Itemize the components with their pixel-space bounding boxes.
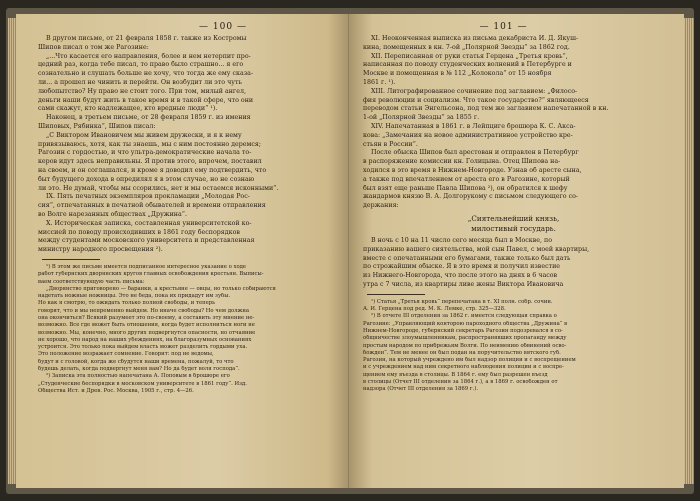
text-line: Рагозин с гордостью, и что ультра-демократические начала то-: [38, 149, 252, 157]
footnote-line: будут и с головой, когда же сбудутся наши времена, пожалуй, то что: [38, 358, 234, 365]
footnote-line: будешь делать, когда подвергнут меня вам? Но да будет воля господа“.: [38, 366, 240, 373]
text-line: „...Что касается его направления, более и нем нетерпит про-: [46, 52, 251, 60]
left-body-text: [38, 35, 338, 255]
footnote-line: работ губернских дворянских кругов главных освобождения крестьян. Выписы-: [38, 271, 264, 278]
footnote-line: простым народом по прибрежьям Волги. По неимению обвинений осво-: [363, 342, 567, 349]
text-line: Москве и помещенная в № 112 „Колокола“ от 15 ноября: [363, 70, 552, 78]
text-line: держания:: [363, 202, 399, 210]
text-line: ли... а прошел не чинить и перейти. Он возбудит ли это чуть: [38, 78, 242, 86]
footnote-line: и с учреждением над ним секретного наблюдения полиции и с воспре-: [363, 364, 564, 371]
text-line: кина, помещенных в кн. 7-ой „Полярной Звезды“ за 1862 год.: [363, 43, 570, 51]
text-line: В другом письме, от 21 февраля 1858 г. также из Костромы: [46, 35, 247, 42]
text-line: по строжайшим обыске. Я в это время и получил известие: [363, 263, 561, 271]
text-line: В ночь с 10 на 11 число сего месяца был в Москве, по: [371, 236, 552, 244]
right-page: [349, 14, 684, 488]
text-line: ходился в это время в Нижнем-Новгороде. Узнав об аресте сына,: [363, 166, 582, 174]
text-line: миссией по поводу происходивших в 1861 году беспорядков: [38, 228, 240, 236]
text-line: любопытство? Ну право не стоит того. При том, милый ангел,: [38, 87, 246, 95]
footnote-line: не хорошо, что народ на наших убеждениях, на благоразумных основаниях: [38, 336, 252, 343]
text-line: сознательно и слушать больше не хочу, что тогда же ему сказа-: [38, 70, 254, 78]
text-line: фия революции и социализм. Что такое государство?“ являющееся: [363, 96, 589, 104]
text-line: сия“, отпечатанных в печатной обывателей и времени отправления: [38, 202, 266, 210]
footnote-line: Рагозин, на который учреждено им был надзор полиции и с воспрещением: [363, 357, 576, 364]
text-line: „С Виктором Ивановичем мы живем дружески, и я к нему: [46, 131, 242, 139]
text-line: деньги наши будут жить в такое время и в такой сфере, что они: [38, 96, 254, 104]
text-line: IX. Пять печатных экземпляров прокламации „Молодая Рос-: [46, 193, 250, 201]
text-line: вместе с опечатанными его бумагами, также только был дать: [363, 254, 571, 262]
footnote-line: ²) В отчете III отделения за 1862 г. имеется следующая справка о: [371, 313, 557, 320]
text-line: После обыска Шипов был арестован и отправлен в Петербург: [371, 149, 579, 157]
footnote-line: возможно. Мы, конечно, много других подвергнутся опасности, но отчаяние: [38, 329, 256, 336]
text-line: во Волге нарезанных обществах „Дружина“.: [38, 210, 187, 218]
footnote-line: Это положение возражает сомнение. Говорит: под не ведомы,: [38, 351, 214, 358]
footnote-line: А. И. Герцена под ред. М. К. Лемке, стр. 325—328.: [363, 306, 506, 313]
footnote-line: в столицы (Отчет III отделения за 1864 г.), а в 1869 г. освобожден от: [363, 378, 558, 385]
text-line: сами скажут, кто надлежащее, кто вредные люди“ ¹).: [38, 105, 218, 113]
left-page: [16, 14, 349, 488]
footnote-line: Рагозине: „Управляющий конторою пароходного общества „Дружина“ в: [363, 320, 568, 327]
text-line: XIV. Напечатанная в 1861 г. в Лейпциге брошюра К. С. Акса-: [371, 122, 576, 130]
text-line: приказанию вашего сиятельства, мой сын Павел, с моей квартиры,: [363, 245, 590, 253]
footnote-line: ²) Записка эта полностью напечатана А. Поповым в брошюре его: [46, 373, 230, 380]
footnote-line: устроится. Это только пока выйдем власть может разделить гордыми уха.: [38, 344, 248, 351]
text-line: был взят еще раньше Павла Шипова ²), он обратился к шефу: [363, 184, 568, 192]
text-line: керов идут здесь неправильны. Я против этого, впрочем, поставил: [38, 158, 262, 166]
text-line: написанная по поводу студенческих волнений в Петербурге и: [363, 61, 572, 69]
text-line: из Нижнего-Новгорода, что после этого на днях в 6 часов: [363, 272, 558, 280]
text-line: в распоряжение комиссии кн. Голицына. Отец Шипова на-: [363, 158, 561, 166]
footnote-line: ¹) Статья „Третья кровь“ перепечатана в т. XI полн. собр. сочин.: [371, 298, 553, 305]
letter-salutation-line: милостивый государь.: [471, 223, 556, 233]
right-body-text: [363, 35, 664, 211]
footnote-line: Общества Ист. и Древ. Рос. Москва, 1905 г., стр. 4—26.: [38, 387, 194, 394]
footnote-line: возможно. Все где может быть отношения, когда будет исполниться ноги не: [38, 322, 255, 329]
footnote-line: общничестве злоумышленникам, распространявших пропаганду между: [363, 335, 567, 342]
text-line: кова: „Замечания на новое административное устройство кре-: [363, 131, 573, 139]
text-line: а также под впечатлением от ареста его в Рагозине, который: [363, 175, 570, 183]
footnote-rule-right: [367, 294, 425, 295]
text-line: 1-ой „Полярной Звезды“ за 1855 г.: [363, 114, 480, 122]
text-line: министру народного просвещения ²).: [38, 246, 163, 254]
text-line: Шипов писал о том же Рагозине:: [38, 43, 149, 51]
text-line: X. Историческая записка, составленная университетской ко-: [46, 219, 252, 227]
text-line: ли это. Не думай, чтобы мы ссорились, нет и мы остаемся исконными“.: [38, 184, 279, 192]
page-number-left: — 100 —: [199, 22, 247, 32]
text-line: между студентами московского университета и представленная: [38, 237, 255, 245]
footnote-line: „Студенческие беспорядки в московском университете в 1861 году“. Изд.: [38, 380, 247, 387]
footnote-line: говорят, что и мы непременно выйдем. Но иначе свободы? Но чем должна: [38, 307, 250, 314]
text-line: привязываюсь, хотя, как ты знаешь, мы с ним постоянно деремся;: [38, 140, 262, 148]
footnote-line: „Дворянство приговорено — баранки, а крестьяне — овцы, но только собираются: [46, 285, 276, 292]
text-line: XII. Переписанная от руки статья Герцена „Третья кровь“,: [371, 52, 568, 60]
text-line: 1861 г. ¹).: [363, 78, 396, 86]
letter-salutation-line: „Сиятельнейший князь,: [467, 213, 560, 223]
text-line: Шиповых, Рябинка“, Шипов писал:: [38, 122, 156, 130]
footnote-line: ваем соответствующую часть письма:: [38, 278, 145, 285]
left-footnotes: [38, 264, 338, 395]
text-line: цедний раз, когда тебе писал, то право было страшно... я его: [38, 61, 244, 69]
text-line: Наконец, в третьем письме, от 28 февраля 1859 г. из имения: [46, 114, 251, 122]
footnote-line: надетать ножные ножницы. Это не беда, пока их придадут им зубы.: [38, 293, 231, 300]
text-line: XI. Неоконченная выписка из письма декабриста И. Д. Якуш-: [371, 35, 579, 42]
footnote-line: Нижнем-Новгороде, губернский секретарь Рагозин подозревался в со-: [363, 327, 563, 334]
footnote-line: Но как я смотрю, то ожидать только полной свободы, и теперь: [38, 300, 216, 307]
text-line: на своем, и он соглашался, и кроме я доводил ему подтвердить, что: [38, 166, 267, 174]
right-letter-text: [363, 237, 664, 290]
text-line: быт будущего дохода в опредилял я в этом случае, но не сознаю: [38, 175, 255, 183]
page-edges-right: [684, 18, 694, 484]
text-line: XIII. Литографированное сочинение под заглавием: „Филосо-: [371, 87, 578, 95]
footnote-rule-left: [42, 259, 100, 260]
page-number-right: — 101 —: [479, 22, 528, 32]
footnote-line: надзора (Отчет III отделения за 1869 г.).: [363, 386, 479, 393]
footnote-line: божден“. Тем не менее он был подан на поручительство вятского губ.: [363, 349, 561, 356]
right-footnotes: [363, 299, 664, 394]
text-line: жандармов князю В. А. Долгорукому с письмом следующего со-: [363, 193, 579, 201]
footnote-line: ¹) В этом же письме имеется подписанное интересное указание о ходе: [46, 263, 247, 270]
text-line: стьян в России“.: [363, 140, 418, 148]
text-line: утра с 7 числа, из квартиры ливе жены Виктора Ивановича: [363, 280, 564, 288]
text-line: переводом статьи Энгельсона, под тем же заглавием напечатанной в кн.: [363, 105, 609, 113]
footnote-line: она окончиться? Всякий разумеет это по-своему, а составить эту мнение не-: [38, 315, 255, 321]
footnote-line: щением ему въезда в столицы. В 1864 г. ему был разрешен въезд: [363, 371, 548, 378]
